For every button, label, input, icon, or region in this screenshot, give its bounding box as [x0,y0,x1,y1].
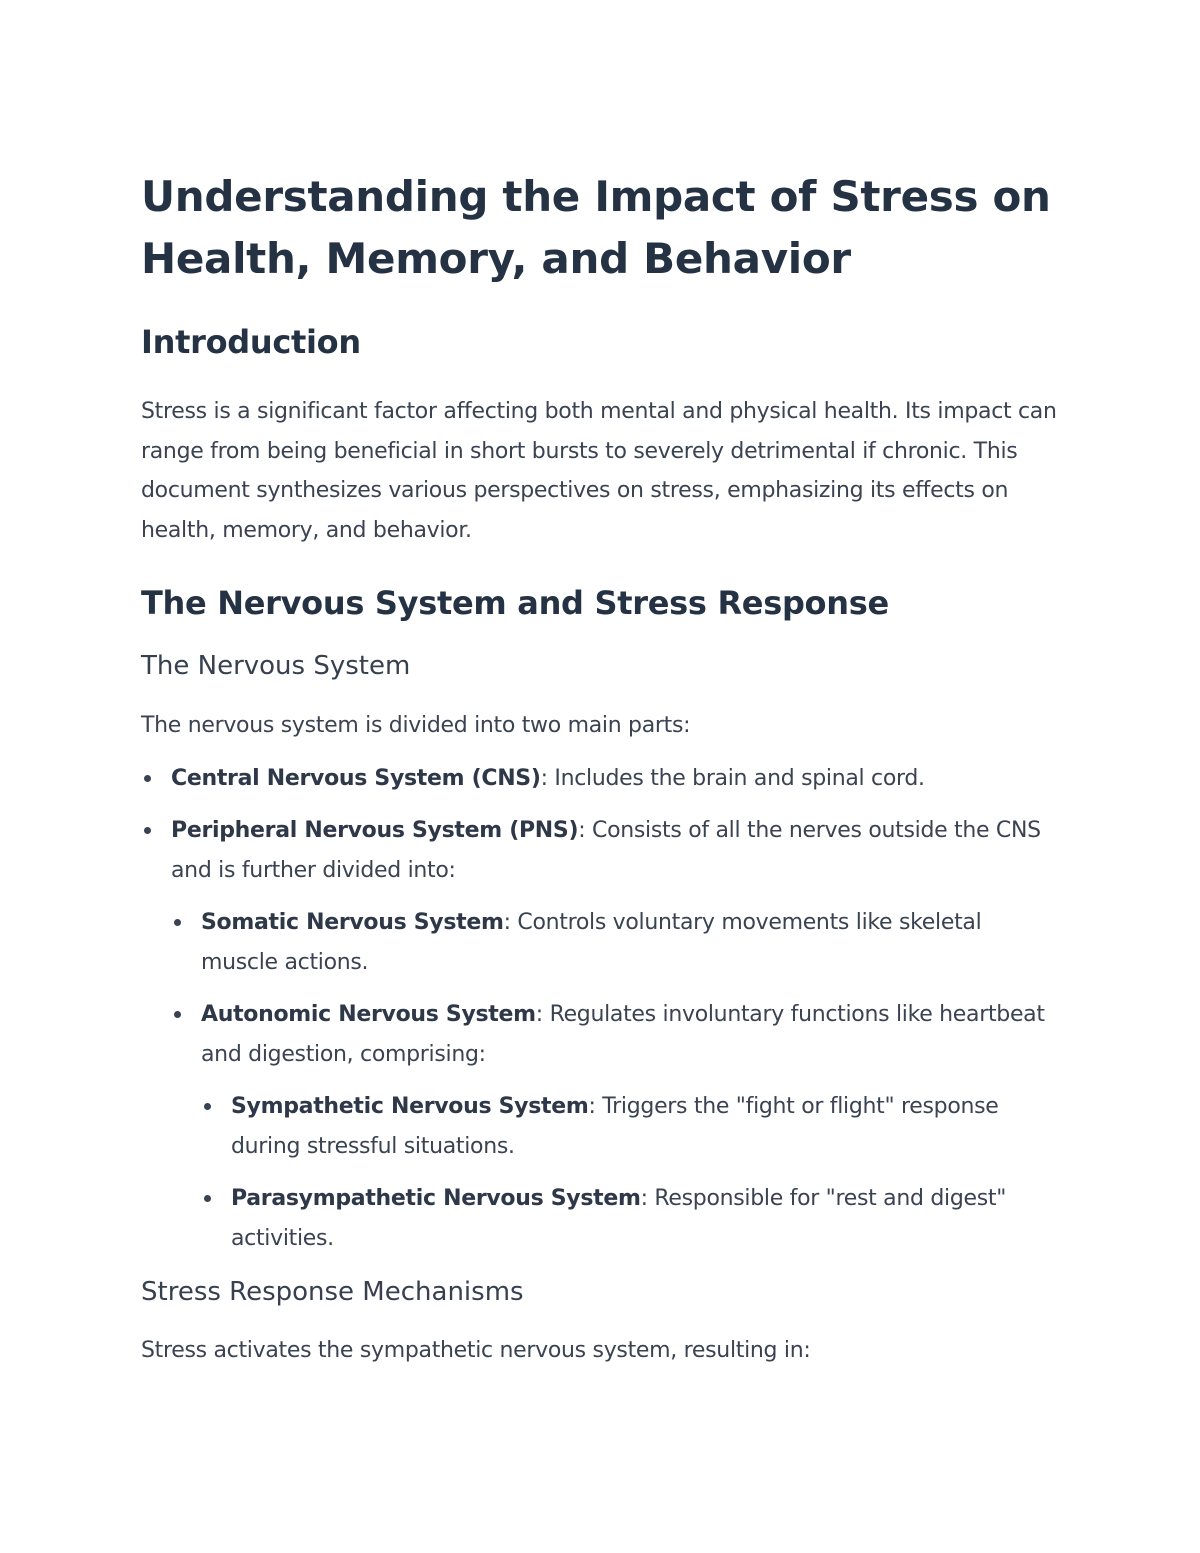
list-item-term: Somatic Nervous System [201,910,504,935]
document-page [141,166,1061,1371]
list-item-sympathetic [201,1087,1061,1166]
bullet-icon [144,827,151,834]
list-item-text: : Includes the brain and spinal cord. [540,765,925,791]
list-item-parasympathetic [201,1179,1061,1258]
stress-response-subheading: Stress Response Mechanisms [141,1277,524,1307]
list-item-text: : Consists of all the nerves outside the CNS and is further divided into: [171,818,1041,883]
document-title: Understanding the Impact of Stress on Health, Memory, and Behavior [141,172,1051,283]
nervous-system-subheading: The Nervous System [141,651,411,681]
list-item-text: : Triggers the "fight or flight" response during stressful situations. [231,1094,999,1159]
list-item-text: : Regulates involuntary functions like heartbeat and digestion, comprising: [201,1002,1045,1067]
introduction-paragraph: Stress is a significant factor affecting both mental and physical health. Its impact can range from being beneficial in short bursts to severely detrimental if chronic. This document synthesizes various perspectives on stress, emphasizing its effects on health, memory, and behavior. [141,399,1057,543]
list-item-autonomic [171,995,1061,1258]
list-item-text: : Controls voluntary movements like skeletal muscle actions. [201,910,982,975]
introduction-heading: Introduction [141,323,361,361]
bullet-icon [174,1011,181,1018]
list-item-cns [141,759,1061,799]
list-item-text: : Responsible for "rest and digest" activities. [231,1186,1007,1251]
autonomic-sublist [171,1087,1061,1258]
nervous-system-intro: The nervous system is divided into two main parts: [141,713,691,738]
bullet-icon [144,775,151,782]
list-item-term: Autonomic Nervous System [201,1002,536,1027]
list-item-somatic [171,903,1061,982]
nervous-system-list [141,759,1061,1259]
list-item-term: Parasympathetic Nervous System [231,1186,641,1211]
nervous-system-section-heading: The Nervous System and Stress Response [141,584,889,622]
bullet-icon [204,1195,211,1202]
bullet-icon [174,919,181,926]
stress-response-intro: Stress activates the sympathetic nervous system, resulting in: [141,1338,811,1363]
bullet-icon [204,1103,211,1110]
pns-sublist [141,903,1061,1258]
list-item-pns [141,811,1061,1258]
list-item-term: Sympathetic Nervous System [231,1094,589,1119]
list-item-term: Peripheral Nervous System (PNS) [171,818,579,843]
list-item-term: Central Nervous System (CNS) [171,765,541,791]
